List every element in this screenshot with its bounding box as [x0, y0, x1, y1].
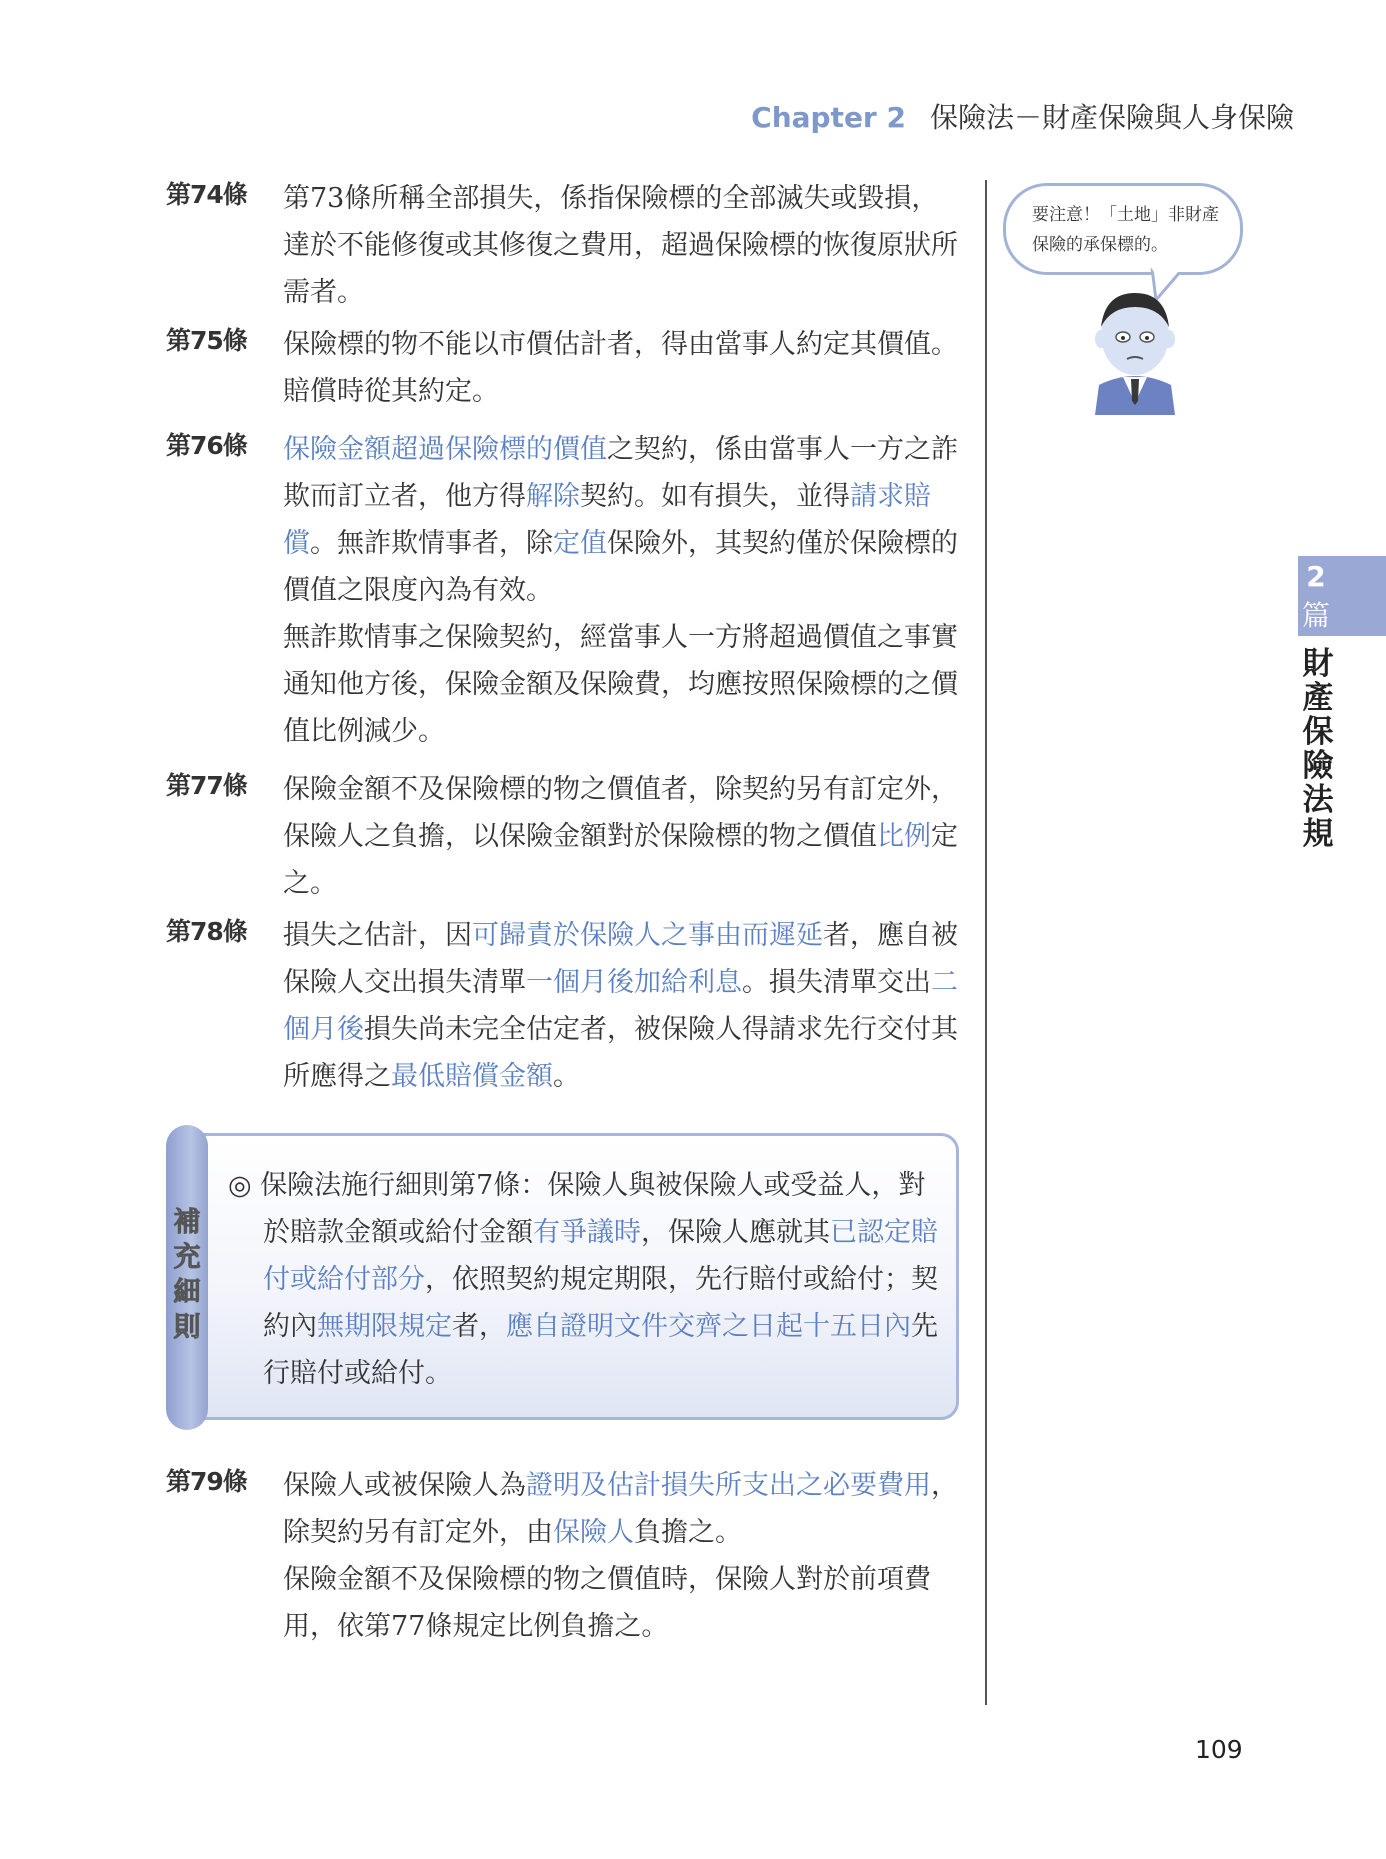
- article-label: 第76條: [166, 431, 247, 460]
- article-paragraph: [283, 1556, 963, 1650]
- body-text: ，除契約另有訂定外，由: [283, 1470, 958, 1548]
- highlight-text: 比例: [877, 821, 931, 852]
- highlight-text: 保險人: [553, 1517, 634, 1548]
- body-text: 保險外，其契約僅於保險標的價值之限度內為有效。: [283, 528, 958, 606]
- article-label: 第74條: [166, 180, 247, 209]
- article-label: 第79條: [166, 1467, 247, 1496]
- body-text: 第73條所稱全部損失，係指保險標的全部滅失或毀損，達於不能修復或其修復之費用，超過保險標的恢復原狀所需者。: [283, 183, 958, 308]
- highlight-text: 解除: [526, 481, 580, 512]
- article-label: 第78條: [166, 917, 247, 946]
- body-text: 負擔之。: [634, 1517, 742, 1548]
- body-text: 。無詐欺情事者，除: [310, 528, 553, 559]
- highlight-text: 請求賠償: [283, 481, 931, 559]
- body-text: 損失之估計，因: [283, 920, 472, 951]
- column-divider: [985, 180, 987, 1705]
- chapter-title: 保險法－財產保險與人身保險: [929, 101, 1294, 134]
- article-text: [283, 321, 963, 415]
- article-text: [283, 1462, 963, 1650]
- supplement-text: [228, 1162, 944, 1397]
- body-text: 保險標的物不能以市價估計者，得由當事人約定其價值。賠償時從其約定。: [283, 329, 958, 407]
- body-text: ◎ 保險法施行細則第7條：保險人與被保險人或受益人，對於賠款金額或給付金額: [228, 1170, 926, 1248]
- body-text: 。損失清單交出: [742, 967, 931, 998]
- article-text: [283, 175, 963, 316]
- article-paragraph: [283, 614, 963, 755]
- highlight-text: 保險金額超過保險標的價值: [283, 434, 607, 465]
- highlight-text: 可歸責於保險人之事由而遲延: [472, 920, 823, 951]
- running-header: [751, 96, 1294, 146]
- highlight-text: 定值: [553, 528, 607, 559]
- body-text: ，保險人應就其: [641, 1217, 830, 1248]
- highlight-text: 應自證明文件交齊之日起十五日內: [506, 1311, 911, 1342]
- article-74: [166, 175, 966, 316]
- highlight-text: 二個月後: [283, 967, 958, 1045]
- article-text: [283, 912, 963, 1100]
- article-paragraph: [283, 426, 963, 614]
- body-text: 定之。: [283, 821, 958, 899]
- article-paragraph: [283, 175, 963, 316]
- highlight-text: 有爭議時: [533, 1217, 641, 1248]
- supplement-tab-label: 補充細則: [173, 1207, 201, 1343]
- chapter-label: Chapter 2: [751, 101, 906, 134]
- article-label: 第77條: [166, 771, 247, 800]
- body-text: 無詐欺情事之保險契約，經當事人一方將超過價值之事實通知他方後，保險金額及保險費，均應按照保險標的之價值比例減少。: [283, 622, 958, 747]
- highlight-text: 最低賠償金額: [391, 1061, 553, 1092]
- highlight-text: 證明及估計損失所支出之必要費用: [526, 1470, 931, 1501]
- supplement-tab: [166, 1125, 208, 1430]
- article-text: [283, 426, 963, 755]
- speech-bubble: [1003, 183, 1243, 275]
- bubble-text: 要注意！「土地」非財產保險的承保標的。: [1032, 205, 1219, 255]
- article-text: [283, 766, 963, 907]
- article-paragraph: [283, 1462, 963, 1556]
- section-side-title: 財產保險法規: [1302, 646, 1334, 852]
- body-text: 。: [553, 1061, 580, 1092]
- chapter-tab-number: 2: [1306, 560, 1326, 593]
- highlight-text: 無期限規定: [317, 1311, 452, 1342]
- page-number: 109: [1195, 1735, 1243, 1764]
- body-text: 者，: [452, 1311, 506, 1342]
- chapter-tab: [1298, 556, 1386, 636]
- body-text: 者，應自被保險人交出損失清單: [283, 920, 958, 998]
- body-text: 保險金額不及保險標的物之價值者，除契約另有訂定外，保險人之負擔，以保險金額對於保險標的物之價值: [283, 774, 958, 852]
- article-78: [166, 912, 966, 1100]
- body-text: ，依照契約規定期限，先行賠付或給付；契約內: [263, 1264, 938, 1342]
- chapter-tab-char: 篇: [1301, 599, 1330, 632]
- article-label: 第75條: [166, 326, 247, 355]
- body-text: 先行賠付或給付。: [263, 1311, 938, 1389]
- body-text: 契約。如有損失，並得: [580, 481, 850, 512]
- article-paragraph: [283, 912, 963, 1100]
- article-paragraph: [283, 766, 963, 907]
- body-text: 保險人或被保險人為: [283, 1470, 526, 1501]
- body-text: 之契約，係由當事人一方之詐欺而訂立者，他方得: [283, 434, 958, 512]
- body-text: 損失尚未完全估定者，被保險人得請求先行交付其所應得之: [283, 1014, 958, 1092]
- body-text: 保險金額不及保險標的物之價值時，保險人對於前項費用，依第77條規定比例負擔之。: [283, 1564, 931, 1642]
- article-79: [166, 1462, 966, 1650]
- article-75: [166, 321, 966, 415]
- article-76: [166, 426, 966, 755]
- highlight-text: 一個月後加給利息: [526, 967, 742, 998]
- mascot-icon: [1085, 285, 1185, 415]
- article-paragraph: [283, 321, 963, 415]
- article-77: [166, 766, 966, 907]
- highlight-text: 已認定賠付或給付部分: [263, 1217, 938, 1295]
